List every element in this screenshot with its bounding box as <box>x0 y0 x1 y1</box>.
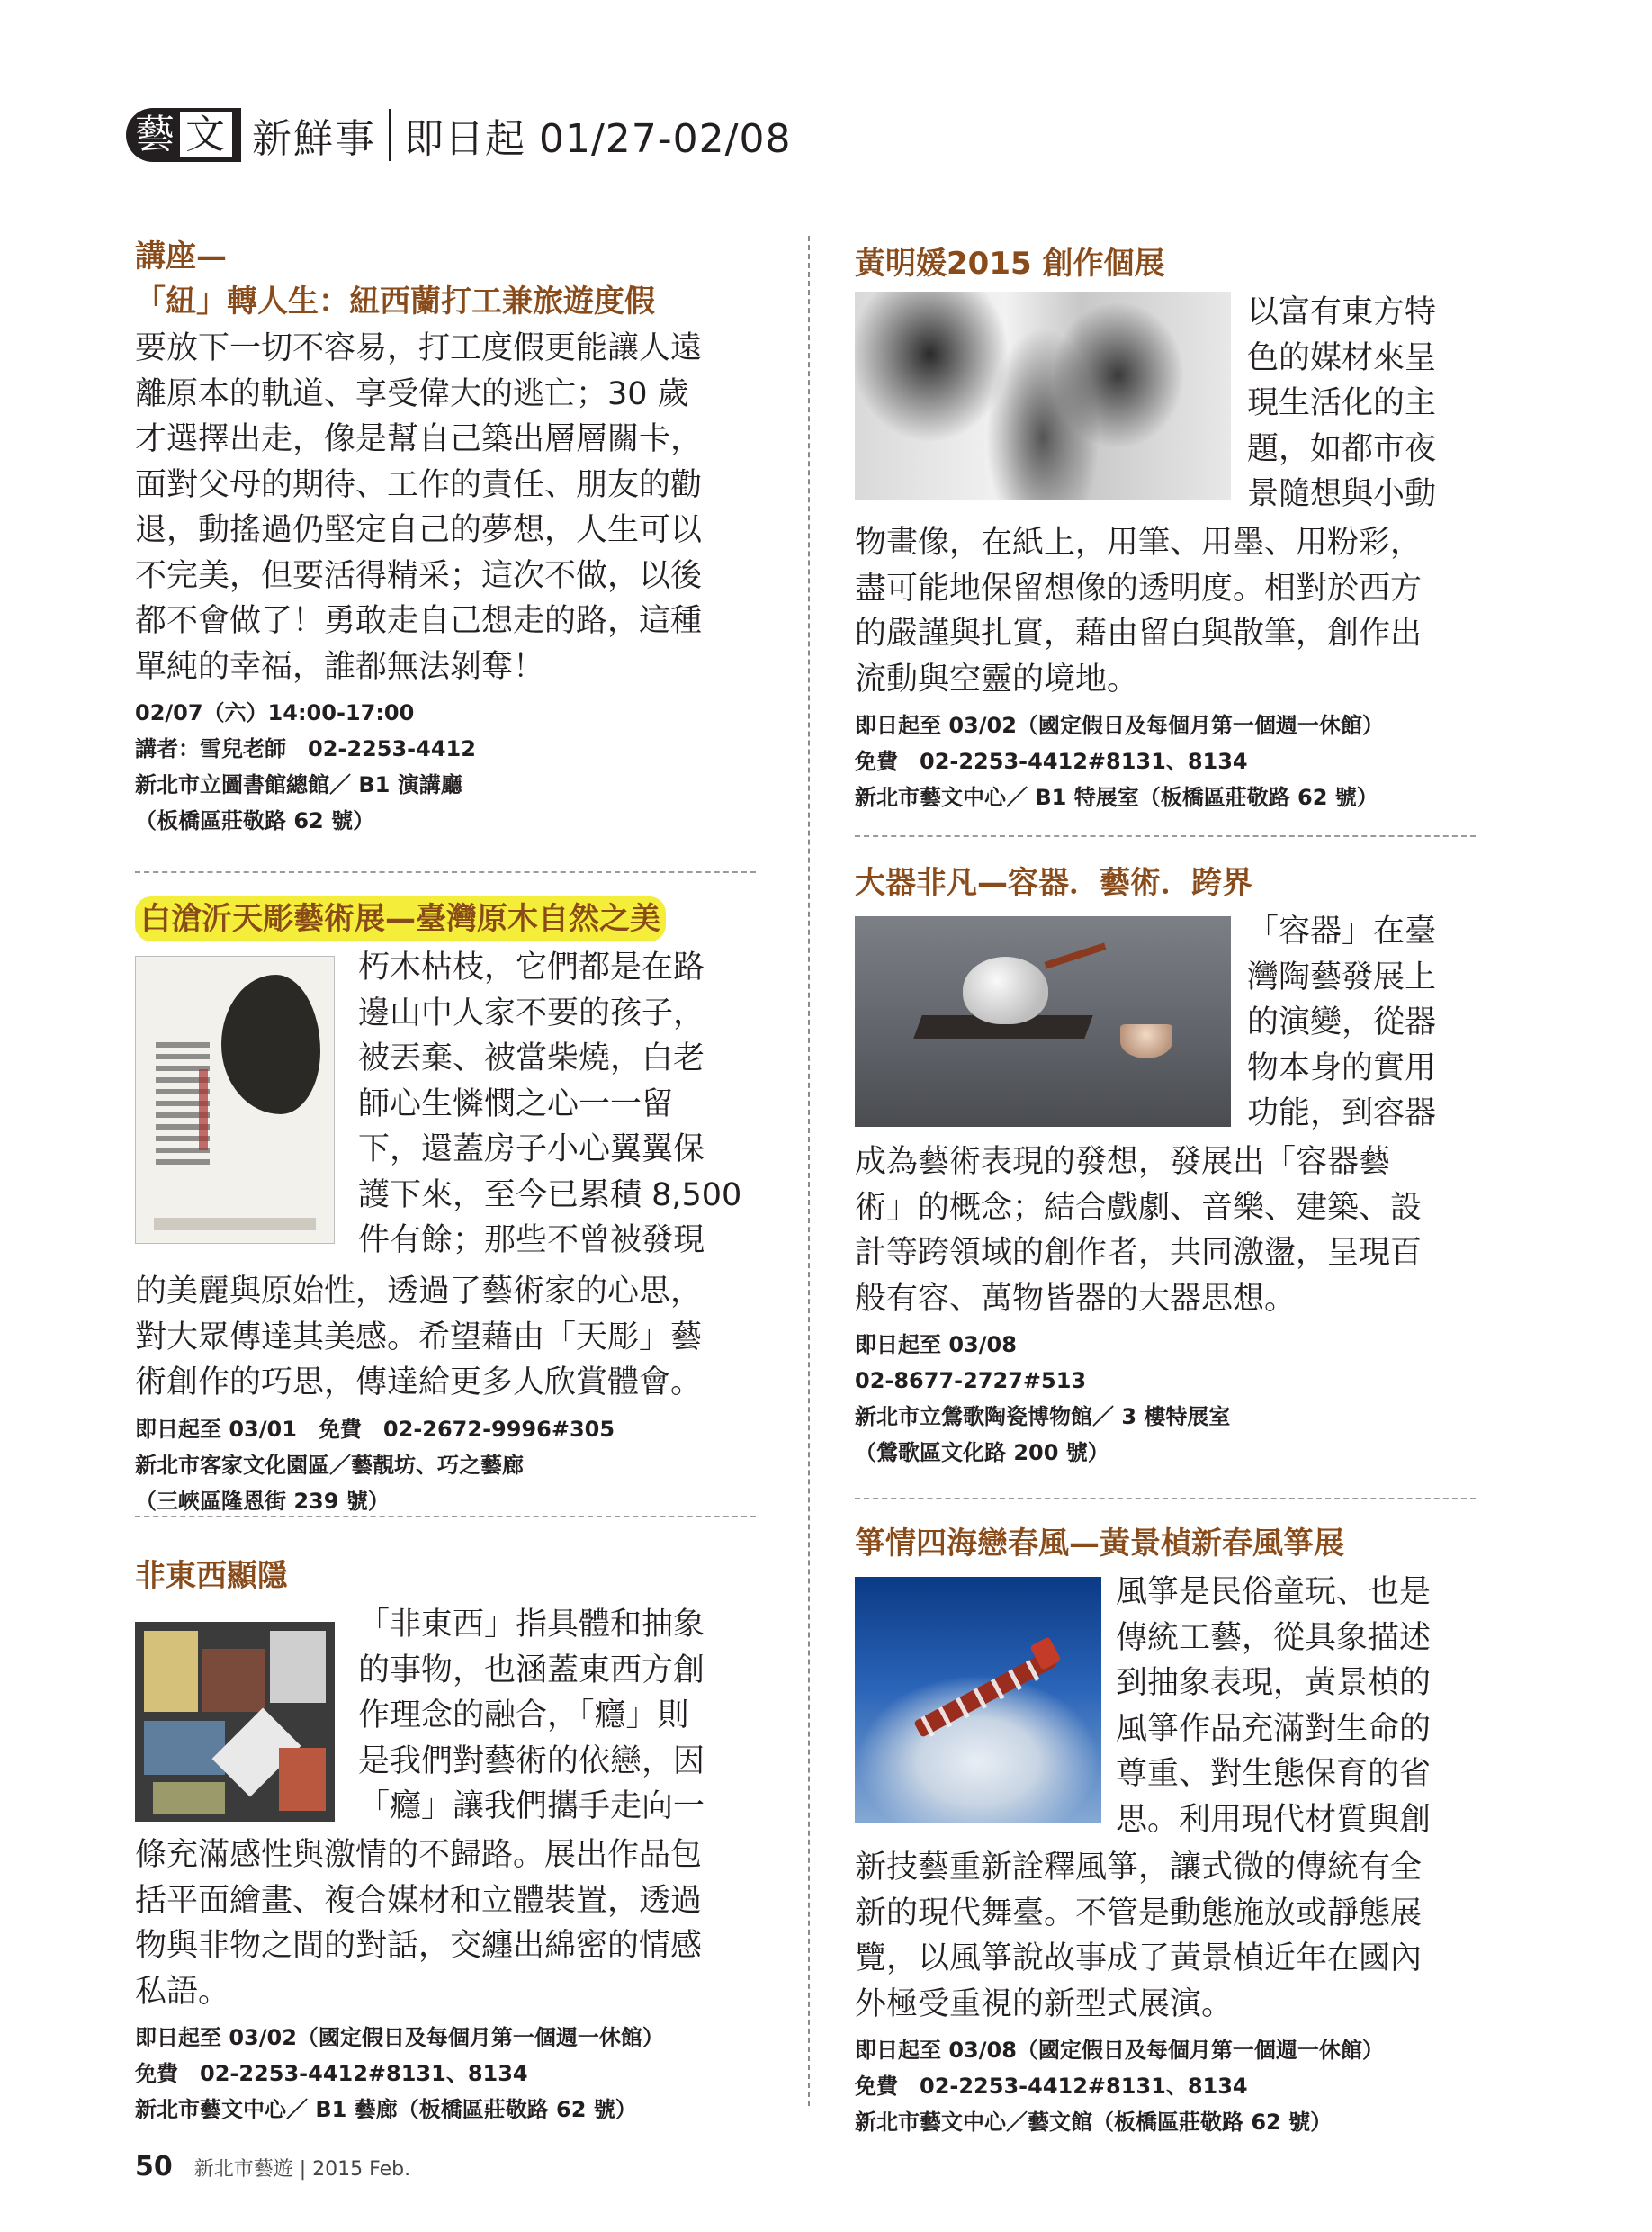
info-line: （鶯歌區文化路 200 號） <box>855 1440 1109 1465</box>
teapot <box>963 957 1048 1024</box>
header-divider <box>389 109 391 161</box>
info-line: 新北市立鶯歌陶瓷博物館／ 3 樓特展室 <box>855 1404 1231 1429</box>
body-line: 尊重、對生態保育的省 <box>1116 1756 1432 1792</box>
publication-name: 新北市藝遊 | 2015 Feb. <box>193 2158 411 2181</box>
lecture-body <box>135 326 756 689</box>
vessel-section <box>855 860 1476 1471</box>
body-line: 護下來，至今已累積 8,500 <box>358 1176 742 1213</box>
info-line: 即日起至 03/02（國定假日及每個月第一個週一休館） <box>855 713 1384 738</box>
kite-body-side <box>1116 1570 1476 1842</box>
body-line: 退，動搖過仍堅定自己的夢想，人生可以 <box>135 512 703 548</box>
collage-tile <box>144 1631 198 1712</box>
east-west-title: 非東西顯隱 <box>135 1558 288 1594</box>
body-line: 成為藝術表現的發想，發展出「容器藝 <box>855 1144 1391 1180</box>
body-line: 物畫像，在紙上，用筆、用墨、用粉彩， <box>855 525 1423 561</box>
body-line: 師心生憐憫之心一一留 <box>358 1085 674 1122</box>
section-tag-part2: 文 <box>180 112 232 158</box>
body-line: 的事物，也涵蓋東西方創 <box>358 1652 705 1688</box>
east-west-body-side <box>358 1602 756 1830</box>
info-line: （板橋區莊敬路 62 號） <box>135 808 375 833</box>
body-line: 單純的幸福，誰都無法剝奪！ <box>135 648 545 685</box>
section-tag-part1: 藝 <box>135 112 176 158</box>
page-footer <box>135 2151 410 2182</box>
section-separator <box>855 1498 1476 1499</box>
kite-title: 箏情四海戀春風—黃景楨新春風箏展 <box>855 1526 1344 1562</box>
body-line: 括平面繪畫、複合媒材和立體裝置，透過 <box>135 1882 703 1919</box>
body-line: 面對父母的期待、工作的責任、朋友的勸 <box>135 466 703 503</box>
body-line: 都不會做了！勇敢走自己想走的路，這種 <box>135 603 703 639</box>
info-line: 新北市立圖書館總館／ B1 演講廳 <box>135 772 462 797</box>
lecture-section <box>135 234 756 839</box>
body-line: 覽，以風箏說故事成了黃景楨近年在國內 <box>855 1940 1423 1976</box>
woodcarving-title: 白滄沂天彫藝術展—臺灣原木自然之美 <box>135 896 666 941</box>
kite-spines <box>920 1654 1050 1737</box>
info-line: 免費 02-2253-4412#8131、8134 <box>855 2074 1248 2099</box>
info-line: 即日起至 03/02（國定假日及每個月第一個週一休館） <box>135 2025 664 2050</box>
body-line: 不完美，但要活得精采；這次不做，以後 <box>135 557 703 594</box>
info-line: 免費 02-2253-4412#8131、8134 <box>855 749 1248 774</box>
info-line: 02/07（六）14:00-17:00 <box>135 700 415 725</box>
body-line: 盡可能地保留想像的透明度。相對於西方 <box>855 570 1423 607</box>
body-line: 現生活化的主 <box>1247 385 1437 421</box>
info-line: 新北市藝文中心／ B1 特展室（板橋區莊敬路 62 號） <box>855 785 1378 810</box>
info-line: 新北市客家文化園區／藝靚坊、巧之藝廊 <box>135 1452 524 1478</box>
body-line: 離原本的軌道、享受偉大的逃亡；30 歲 <box>135 375 689 412</box>
info-line: （三峽區隆恩街 239 號） <box>135 1488 390 1514</box>
body-line: 件有餘；那些不曾被發現 <box>358 1222 705 1258</box>
east-west-poster-image <box>135 1622 335 1822</box>
lecture-title-prefix: 講座— <box>135 238 227 274</box>
info-line: 新北市藝文中心／藝文館（板橋區莊敬路 62 號） <box>855 2110 1333 2135</box>
body-line: 流動與空靈的境地。 <box>855 661 1139 698</box>
collage-tile <box>270 1631 326 1703</box>
woodcarving-book-cover-image <box>135 956 335 1244</box>
body-line: 景隨想與小動 <box>1247 476 1437 512</box>
column-divider <box>808 236 810 2106</box>
body-line: 私語。 <box>135 1973 230 2010</box>
vessel-title: 大器非凡—容器．藝術．跨界 <box>855 865 1252 901</box>
body-line: 灣陶藝發展上 <box>1247 958 1437 995</box>
body-line: 到抽象表現，黃景楨的 <box>1116 1665 1432 1701</box>
body-line: 題，如都市夜 <box>1247 430 1437 467</box>
info-line: 新北市藝文中心／ B1 藝廊（板橋區莊敬路 62 號） <box>135 2097 637 2122</box>
body-line: 傳統工藝，從具象描述 <box>1116 1619 1432 1656</box>
info-line: 即日起至 03/08（國定假日及每個月第一個週一休館） <box>855 2038 1384 2063</box>
body-line: 朽木枯枝，它們都是在路 <box>358 950 705 986</box>
body-line: 要放下一切不容易，打工度假更能讓人遠 <box>135 330 703 366</box>
collage-tile <box>153 1782 225 1814</box>
kite-body-text <box>855 1845 1476 2027</box>
woodcarving-body <box>135 1269 756 1406</box>
body-line: 術創作的巧思，傳達給更多人欣賞體會。 <box>135 1364 703 1400</box>
body-line: 邊山中人家不要的孩子， <box>358 994 705 1031</box>
body-line: 對大眾傳達其美感。希望藉由「天彫」藝 <box>135 1318 703 1355</box>
page-number: 50 <box>135 2151 173 2182</box>
collage-tile <box>279 1748 326 1811</box>
body-line: 「容器」在臺 <box>1247 914 1437 950</box>
ink-painting-image <box>855 292 1231 500</box>
body-line: 「非東西」指具體和抽象 <box>358 1606 705 1642</box>
body-line: 風箏是民俗童玩、也是 <box>1116 1574 1432 1610</box>
body-line: 被丟棄、被當柴燒，白老 <box>358 1040 705 1076</box>
body-line: 才選擇出走，像是幫自己築出層層關卡， <box>135 421 703 457</box>
cover-footer <box>154 1218 316 1230</box>
page-header <box>126 106 791 164</box>
body-line: 是我們對藝術的依戀，因 <box>358 1742 705 1779</box>
body-line: 新技藝重新詮釋風箏，讓式微的傳統有全 <box>855 1850 1423 1886</box>
huang-ming-yuan-body <box>855 520 1476 702</box>
woodcarving-body-side <box>358 945 756 1264</box>
body-line: 計等跨領域的創作者，共同激盪，呈現百 <box>855 1235 1423 1271</box>
body-line: 色的媒材來呈 <box>1247 339 1437 376</box>
vessel-info <box>855 1327 1476 1471</box>
lecture-info <box>135 695 756 839</box>
section-separator <box>855 835 1476 837</box>
woodcarving-sculpture <box>221 975 320 1114</box>
teapot-handle <box>1044 942 1106 968</box>
body-line: 物與非物之間的對話，交纏出綿密的情感 <box>135 1928 703 1964</box>
collage-tile <box>144 1721 225 1775</box>
body-line: 下，還蓋房子小心翼翼保 <box>358 1131 705 1167</box>
kite-info <box>855 2032 1476 2140</box>
collage-tile <box>202 1649 265 1712</box>
body-line: 術」的概念；結合戲劇、音樂、建築、設 <box>855 1189 1423 1226</box>
woodcarving-section <box>135 896 756 1519</box>
body-line: 功能，到容器 <box>1247 1095 1437 1131</box>
east-west-body <box>135 1832 756 2014</box>
kite-section <box>855 1521 1476 2140</box>
red-seal <box>199 1069 208 1150</box>
body-line: 條充滿感性與激情的不歸路。展出作品包 <box>135 1837 703 1873</box>
body-line: 的嚴謹與扎實，藉由留白與散筆，創作出 <box>855 616 1423 652</box>
section-separator <box>135 1516 756 1517</box>
body-line: 物本身的實用 <box>1247 1049 1437 1086</box>
body-line: 的美麗與原始性，透過了藝術家的心思， <box>135 1274 703 1310</box>
vessel-body <box>855 1139 1476 1321</box>
body-line: 外極受重視的新型式展演。 <box>855 1985 1234 2022</box>
section-separator <box>135 871 756 873</box>
east-west-info <box>135 2020 756 2128</box>
body-line: 「癮」讓我們攜手走向一 <box>358 1788 705 1824</box>
lecture-title: 「紐」轉人生：紐西蘭打工兼旅遊度假 <box>135 284 655 320</box>
huang-ming-yuan-info <box>855 707 1476 815</box>
huang-ming-yuan-body-side <box>1247 290 1476 518</box>
woodcarving-info <box>135 1411 756 1519</box>
vessel-body-side <box>1247 909 1476 1137</box>
body-line: 的演變，從器 <box>1247 1004 1437 1040</box>
date-range: 即日起 01/27-02/08 <box>404 116 792 162</box>
huang-ming-yuan-title: 黃明媛2015 創作個展 <box>855 246 1165 282</box>
body-line: 新的現代舞臺。不管是動態施放或靜態展 <box>855 1894 1423 1931</box>
teacup <box>1120 1024 1172 1058</box>
east-west-section <box>135 1553 756 2128</box>
body-line: 作理念的融合，「癮」則 <box>358 1697 689 1733</box>
info-line: 免費 02-2253-4412#8131、8134 <box>135 2061 528 2086</box>
info-line: 講者：雪兒老師 02-2253-4412 <box>135 736 476 761</box>
body-line: 般有容、萬物皆器的大器思想。 <box>855 1280 1297 1317</box>
kite-image <box>855 1577 1101 1823</box>
info-line: 02-8677-2727#513 <box>855 1368 1087 1393</box>
teaset-image <box>855 916 1231 1127</box>
body-line: 以富有東方特 <box>1247 294 1437 330</box>
section-subtitle: 新鮮事 <box>252 116 376 162</box>
info-line: 即日起至 03/08 <box>855 1332 1017 1357</box>
body-line: 風箏作品充滿對生命的 <box>1116 1710 1432 1747</box>
huang-ming-yuan-section <box>855 241 1476 815</box>
info-line: 即日起至 03/01 免費 02-2672-9996#305 <box>135 1416 615 1442</box>
body-line: 思。利用現代材質與創 <box>1116 1801 1432 1838</box>
section-tag <box>126 108 241 162</box>
